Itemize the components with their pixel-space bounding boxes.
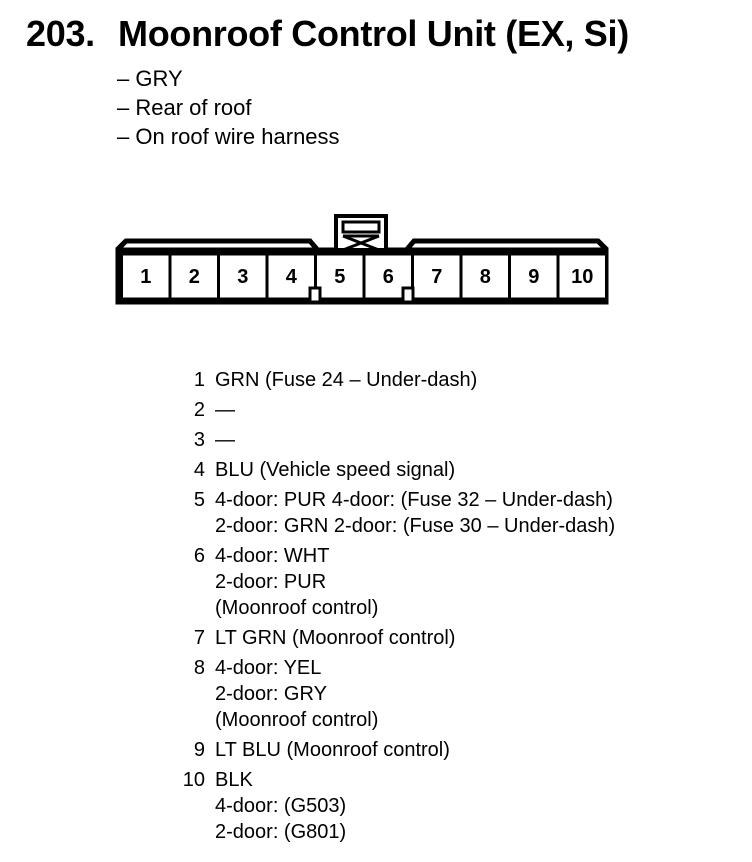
pin-description-row [175,367,615,393]
connector-color: – GRY [117,66,183,91]
connector-location: – Rear of roof [117,95,252,120]
pin-number: 5 [193,489,205,511]
pin-description-line: GRN (Fuse 24 – Under-dash) [215,369,478,391]
pin-number: 2 [193,399,205,421]
pin-description-row [175,767,615,845]
pin-number-label: 8 [479,266,491,288]
pin-number-label: 2 [188,266,200,288]
connector-diagram [0,0,752,330]
pin-number: 3 [193,429,205,451]
pin-number-label: 5 [334,266,346,288]
pin-number-label: 7 [431,266,443,288]
pin-description-line: BLK [215,769,253,791]
pin-description-line: 2-door: (G801) [215,821,347,843]
pin-number: 4 [193,459,205,481]
pin-description-line: — [215,429,235,451]
pin-description-row [175,625,615,651]
pin-description-line: 2-door: GRN 2-door: (Fuse 30 – Under-dash) [215,515,616,537]
pin-number-label: 10 [571,266,594,288]
pin-description-row [175,427,615,453]
pin-number: 10 [182,769,205,791]
pin-description-line: 2-door: PUR [215,571,327,593]
pin-description-line: 4-door: WHT [215,545,330,567]
key-notch-left [310,288,320,302]
pin-description-line: 4-door: PUR 4-door: (Fuse 32 – Under-dash) [215,489,613,511]
pin-description-line: BLU (Vehicle speed signal) [215,459,456,481]
pin-description-line: 2-door: GRY [215,683,327,705]
component-number: 203. [26,13,95,54]
pin-description-line: 4-door: (G503) [215,795,347,817]
connector-latch [336,216,386,250]
pin-number-label: 6 [382,266,394,288]
pin-number: 6 [193,545,205,567]
pin-number: 9 [193,739,205,761]
pin-description-line: (Moonroof control) [215,597,379,619]
connector-harness: – On roof wire harness [117,124,340,149]
pin-number-label: 3 [237,266,249,288]
pin-number-label: 4 [285,266,297,288]
pin-number-label: 1 [140,266,152,288]
pin-description-line: 4-door: YEL [215,657,322,679]
pin-description-list [175,367,615,849]
pin-number: 1 [193,369,205,391]
pin-cells [122,254,607,299]
pin-description-row [175,655,615,733]
pin-description-line: LT BLU (Moonroof control) [215,739,450,761]
pin-description-row [175,457,615,483]
pin-number: 8 [193,657,205,679]
pin-number: 7 [193,627,205,649]
key-notch-right [403,288,413,302]
pin-description-line: LT GRN (Moonroof control) [215,627,456,649]
pin-number-label: 9 [528,266,540,288]
pin-description-row [175,737,615,763]
pin-description-row [175,543,615,621]
pin-description-line: (Moonroof control) [215,709,379,731]
component-name: Moonroof Control Unit (EX, Si) [118,13,629,54]
pin-description-row [175,487,615,539]
pin-description-line: — [215,399,235,421]
pin-description-row [175,397,615,423]
